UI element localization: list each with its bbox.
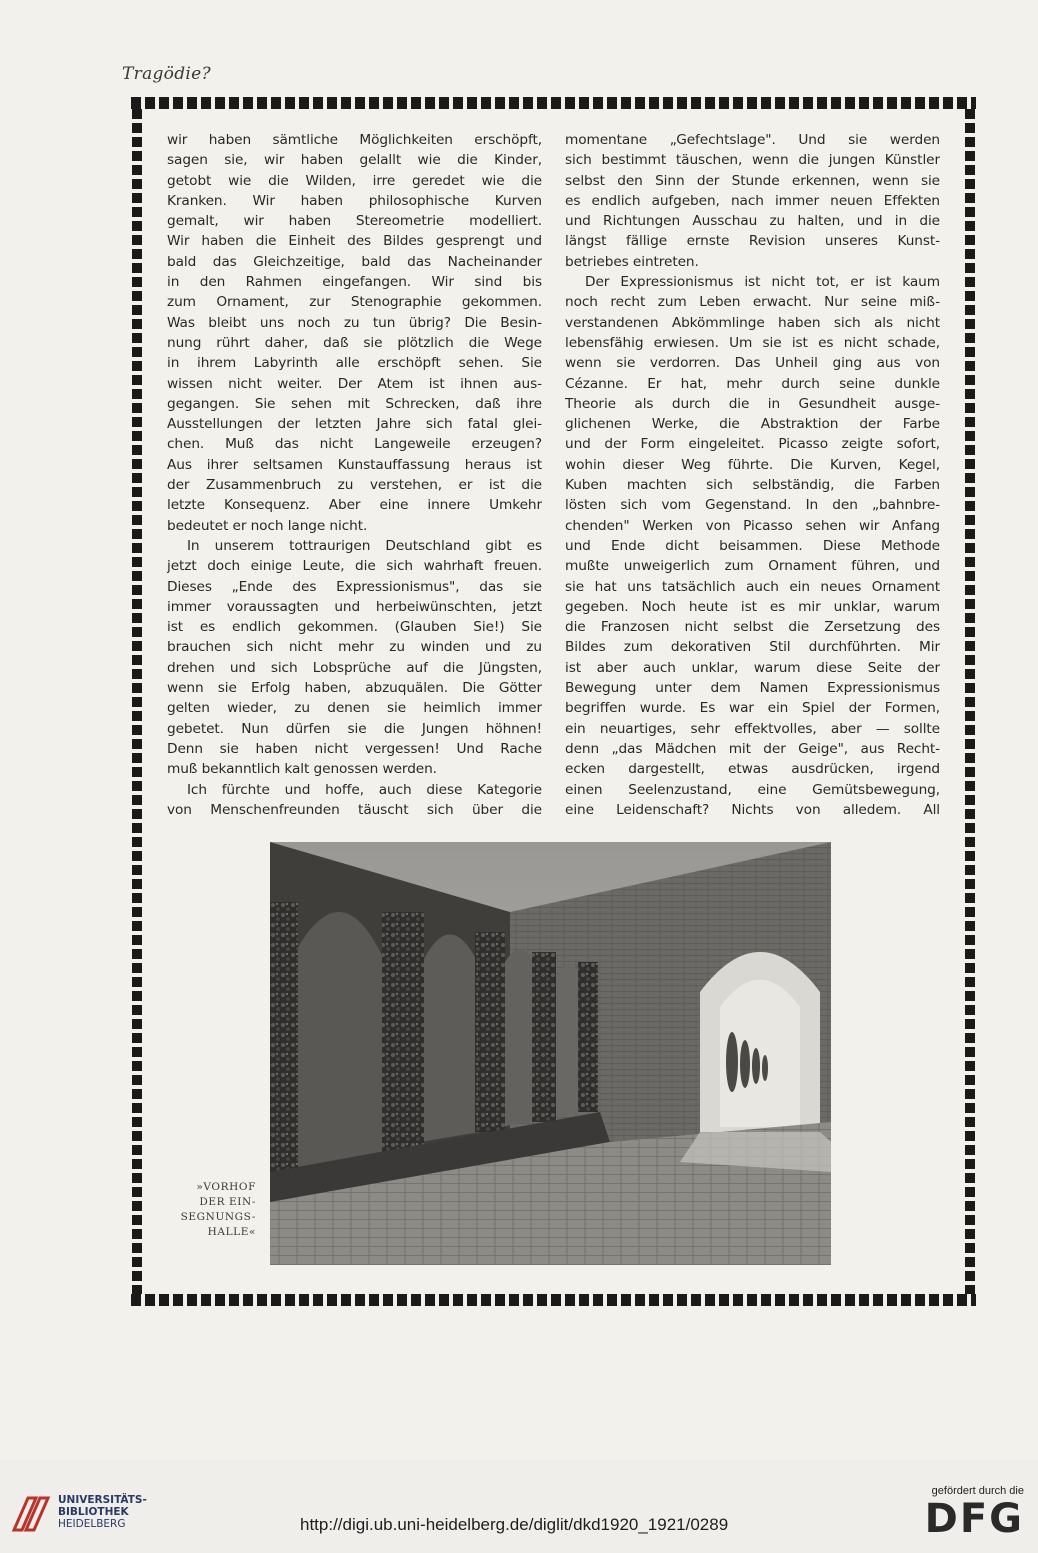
text-line: Cézanne. Er hat, mehr durch seine dunkle	[565, 375, 940, 392]
text-line: Denn sie haben nicht vergessen! Und Rache	[167, 740, 542, 757]
frame-border-bottom	[131, 1294, 976, 1306]
text-line: die Franzosen nicht selbst die Zersetzung des	[565, 619, 940, 636]
text-line: ist aber auch unklar, warum diese Seite der	[565, 659, 940, 676]
text-line: bedeutet er noch lange nicht.	[167, 517, 368, 534]
text-line: gelten wieder, zu denen sie heimlich immer	[167, 700, 542, 717]
text-line: Was bleibt uns noch zu tun übrig? Die Besin-	[167, 314, 542, 331]
running-head: Tragödie?	[122, 64, 211, 84]
text-line: Theorie als durch die in Gesundheit ausge-	[565, 395, 940, 412]
text-line: momentane „Gefechtslage". Und sie werden	[565, 132, 940, 148]
text-line: gebetet. Nun dürfen sie die Jungen höhnen!	[167, 720, 542, 737]
caption-line: DER EIN-	[199, 1196, 256, 1208]
text-line: von Menschenfreunden täuscht sich über die	[167, 801, 542, 818]
text-line: Ich fürchte und hoffe, auch diese Kategorie	[187, 781, 542, 798]
text-line: wohin dieser Weg führte. Die Kurven, Kegel,	[565, 456, 940, 473]
text-line: Kuben machten sich selbständig, die Farben	[565, 477, 940, 494]
text-line: betriebes eintreten.	[565, 253, 699, 270]
text-column-right	[565, 130, 940, 820]
text-line: gegeben. Noch heute ist es mir unklar, warum	[565, 598, 940, 615]
text-line: wenn sie Erfolg haben, abzuquälen. Die Götter	[167, 680, 542, 697]
text-line: chenden" Werken von Picasso sehen wir Anfang	[565, 517, 940, 534]
text-line: der Zusammenbruch zu verstehen, er ist die	[167, 477, 542, 494]
text-line: bald das Gleichzeitige, bald das Nacheinander	[167, 253, 542, 270]
library-logo	[10, 1490, 147, 1534]
text-line: Wir haben die Einheit des Bildes gesprengt und	[167, 233, 542, 250]
text-line: glichenen Werke, die Abstraktion der Farbe	[565, 416, 940, 433]
text-line: ein neuartiges, sehr effektvolles, aber — sollte	[565, 720, 940, 737]
text-line: noch recht zum Leben erwacht. Nur seine miß-	[565, 294, 940, 311]
text-line: lösten sich vom Gegenstand. In den „bahnbre-	[565, 497, 940, 514]
frame-border-left	[132, 109, 142, 1294]
text-line: drehen und sich Lobsprüche auf die Jüngsten,	[167, 659, 542, 676]
text-line: es endlich aufgeben, nach immer neuen Effekten	[565, 192, 940, 209]
caption-line: »VORHOF	[196, 1181, 256, 1193]
text-line: wissen nicht weiter. Der Atem ist ihnen aus-	[167, 375, 542, 392]
text-line: immer voraussagten und herbeiwünschten, jetzt	[167, 598, 542, 615]
text-line: In unserem tottraurigen Deutschland gibt es	[187, 537, 542, 554]
text-line: zum Ornament, zur Stenographie gekommen.	[167, 294, 542, 311]
library-line: UNIVERSITÄTS-	[58, 1494, 147, 1506]
text-line: sich bestimmt täuschen, wenn die jungen Künstler	[565, 152, 940, 169]
arcade-photograph	[270, 842, 831, 1265]
text-line: ecken dargestellt, etwas ausdrücken, irgend	[565, 761, 940, 778]
text-line: brauchen sich nicht mehr zu winden und zu	[167, 639, 542, 656]
text-line: Bildes zum dekorativen Stil durchführten. Mir	[565, 639, 940, 656]
text-line: getobt wie die Wilden, irre geredet wie die	[167, 172, 542, 189]
photo-caption	[150, 1180, 256, 1240]
text-line: Aus ihrer seltsamen Kunstauffassung heraus ist	[167, 456, 542, 473]
frame-border-right	[965, 109, 975, 1294]
funder-block	[925, 1485, 1024, 1541]
dfg-logo: DFG	[924, 1496, 1024, 1542]
frame-border-top	[131, 97, 976, 109]
text-line: begriffen wurde. Es war ein Spiel der Formen,	[565, 700, 940, 717]
caption-line: SEGNUNGS-	[180, 1211, 256, 1223]
text-line: Dieses „Ende des Expressionismus", das sie	[167, 578, 542, 595]
text-line: muß bekanntlich kalt genossen werden.	[167, 761, 437, 778]
funding-note: gefördert durch die	[931, 1485, 1024, 1497]
library-name	[58, 1494, 147, 1530]
text-line: Ausstellungen der letzten Jahre sich fatal glei-	[167, 416, 542, 433]
library-crest-icon	[10, 1490, 52, 1534]
text-line: wir haben sämtliche Möglichkeiten erschöpft,	[167, 132, 542, 148]
text-line: mußte unweigerlich zum Ornament führen, und	[565, 558, 940, 575]
text-line: einen Seelenzustand, eine Gemütsbewegung,	[565, 781, 940, 798]
text-line: Der Expressionismus ist nicht tot, er ist kaum	[585, 274, 940, 291]
text-line: ist es endlich gekommen. (Glauben Sie!) Sie	[167, 619, 542, 636]
text-line: in ihrem Labyrinth alle erschöpft sehen. Sie	[167, 355, 542, 372]
text-line: selbst den Sinn der Stunde erkennen, wenn sie	[565, 172, 940, 189]
text-line: gegangen. Sie sehen mit Schrecken, daß ihre	[167, 395, 542, 412]
text-line: Kranken. Wir haben philosophische Kurven	[167, 192, 542, 209]
text-line: chen. Muß das nicht Langeweile erzeugen?	[167, 436, 542, 453]
text-column-left	[167, 130, 542, 820]
text-line: und Ende dicht beisammen. Diese Methode	[565, 537, 940, 554]
library-line: HEIDELBERG	[58, 1518, 126, 1530]
text-line: sagen sie, wir haben gelallt wie die Kinder,	[167, 152, 542, 169]
text-line: eine Leidenschaft? Nichts von alledem. All	[565, 801, 940, 818]
text-line: Bewegung unter dem Namen Expressionismus	[565, 680, 940, 697]
text-line: sie hat uns tatsächlich auch ein neues Ornament	[565, 578, 940, 595]
text-line: verstandenen Abkömmlinge haben sich als nicht	[565, 314, 940, 331]
text-line: nung rührt daher, daß sie plötzlich die Wege	[167, 334, 542, 351]
text-line: jetzt doch einige Leute, die sich wahrhaft freuen.	[167, 558, 542, 575]
text-line: gemalt, wir haben Stereometrie modelliert.	[167, 213, 542, 230]
text-line: längst fällige ernste Revision unseres Kunst-	[565, 233, 940, 250]
text-line: in den Rahmen eingefangen. Wir sind bis	[167, 274, 542, 291]
text-line: denn „das Mädchen mit der Geige", aus Recht-	[565, 740, 940, 757]
text-line: wenn sie verdorren. Das Unheil ging aus von	[565, 355, 940, 372]
caption-line: HALLE«	[207, 1226, 256, 1238]
permalink-url[interactable]: http://digi.ub.uni-heidelberg.de/diglit/dkd1920_1921/0289	[300, 1515, 729, 1534]
text-line: lebensfähig erwiesen. Um sie ist es nicht schade,	[565, 334, 940, 351]
text-line: und der Form eingeleitet. Picasso zeigte sofort,	[565, 436, 940, 453]
text-line: letzte Konsequenz. Aber eine innere Umkehr	[167, 497, 542, 514]
text-line: und Richtungen Ausschau zu halten, und in die	[565, 213, 940, 230]
library-line: BIBLIOTHEK	[58, 1506, 129, 1518]
